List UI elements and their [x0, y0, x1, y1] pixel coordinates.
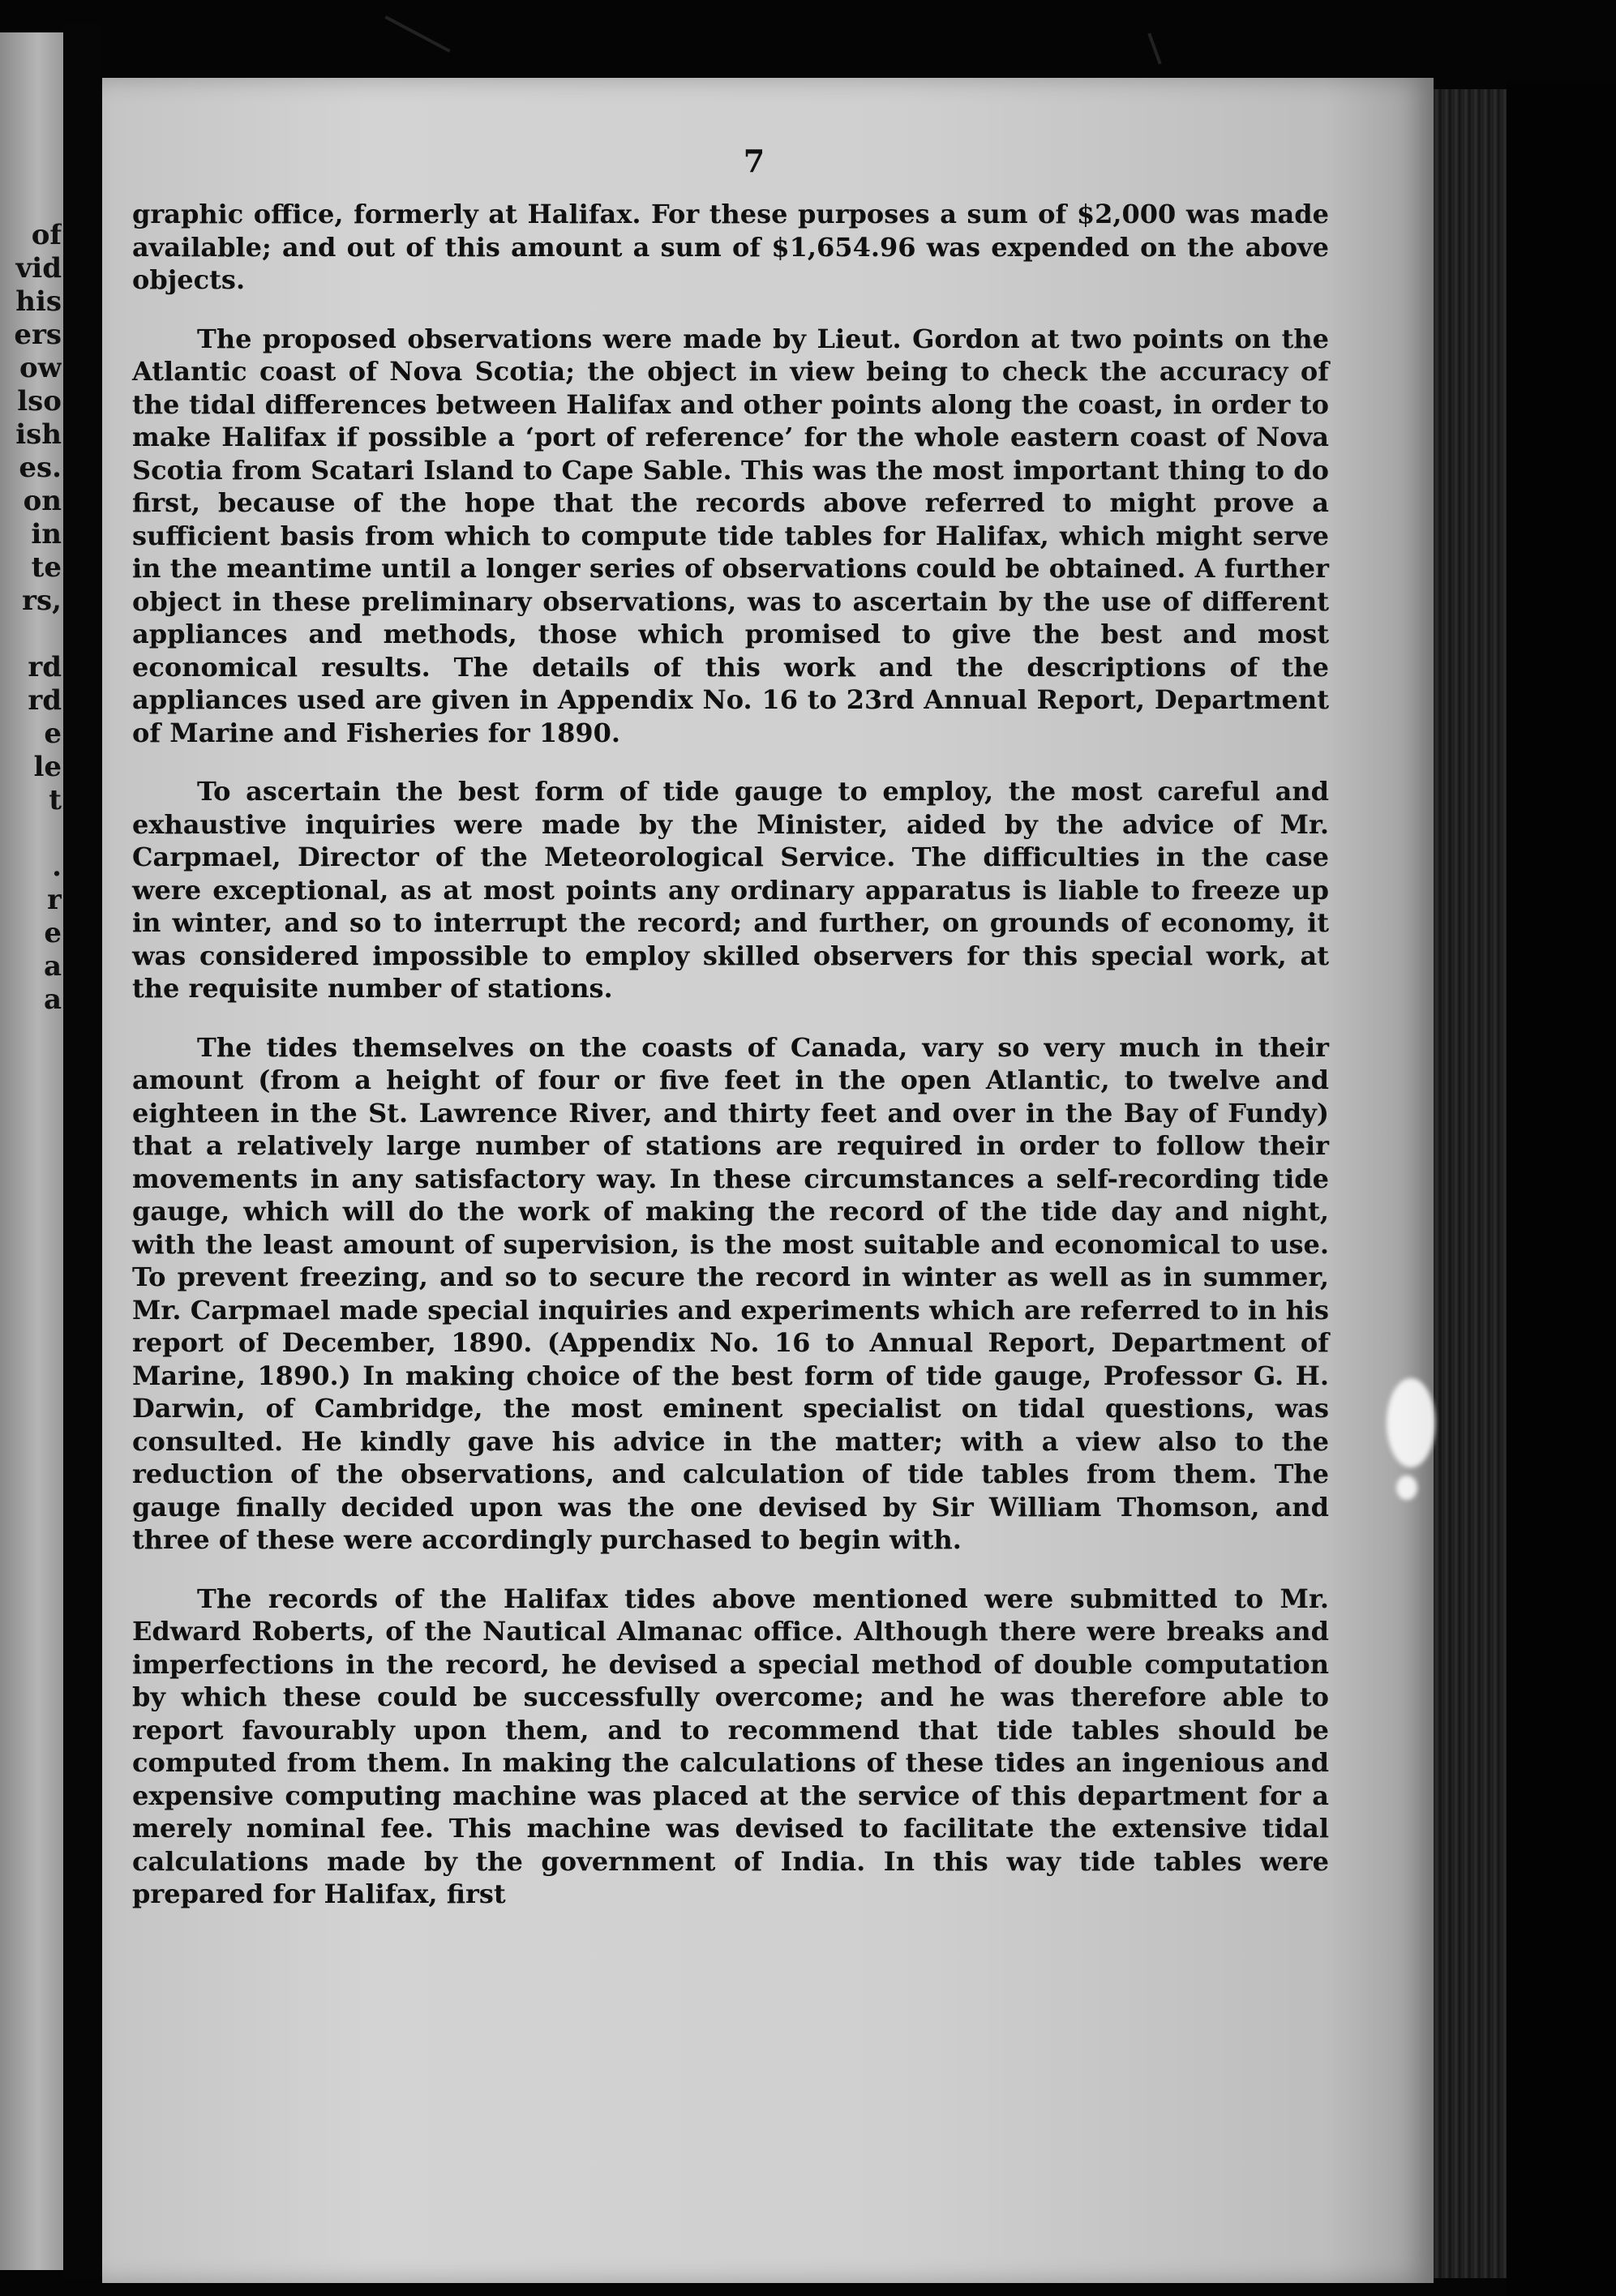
body-text — [132, 198, 1329, 1937]
facing-fragment: es. — [19, 452, 62, 484]
paragraph: The tides themselves on the coasts of Canada, vary so very much in their amount (from a height of four or five feet in the open Atlantic, to twelve and eighteen in the St. Lawrence River, and thirty feet and over in the Bay of Fundy) that a relatively large number of stations are required in order to follow their movements in any satisfactory way. In these circumstances a self-recording tide gauge, which will do the work of making the record of the tide day and night, with the least amount of supervision, is the most suitable and economical to use. To prevent freezing, and so to secure the record in winter as well as in summer, Mr. Carpmael made special inquiries and experiments which are referred to in his report of December, 1890. (Appendix No. 16 to Annual Report, Department of Marine, 1890.) In making choice of the best form of tide gauge, Professor G. H. Darwin, of Cambridge, the most eminent specialist on tidal questions, was consulted. He kindly gave his advice in the matter; with a view also to the reduction of the observations, and calculation of tide tables from them. The gauge finally decided upon was the one devised by Sir William Thomson, and three of these were accordingly purchased to begin with. — [132, 1031, 1329, 1555]
facing-fragment: r — [47, 884, 62, 916]
facing-fragment: lso — [17, 385, 62, 418]
book-gutter — [63, 24, 102, 2278]
facing-fragment: a — [43, 950, 62, 983]
facing-fragment: le — [33, 751, 62, 783]
facing-fragment: ow — [19, 352, 62, 384]
scan-artifact — [384, 15, 450, 53]
paragraph: The proposed observations were made by Lieut. Gordon at two points on the Atlantic coast of Nova Scotia; the object in view being to check the accuracy of the tidal differences between Halifax and other points along the coast, in order to make Halifax if possible a ‘port of reference’ for the whole eastern coast of Nova Scotia from Scatari Island to Cape Sable. This was the most important thing to do first, because of the hope that the records above referred to might prove a sufficient basis from which to compute tide tables for Halifax, which might serve in the meantime until a longer series of observations could be obtained. A further object in these preliminary observations, was to ascertain by the use of different appliances and methods, those which promised to give the best and most economical results. The details of this work and the descriptions of the appliances used are given in Appendix No. 16 to 23rd Annual Report, Department of Marine and Fisheries for 1890. — [132, 323, 1329, 748]
facing-fragment: t — [49, 784, 62, 816]
paragraph: graphic office, formerly at Halifax. For these purposes a sum of $2,000 was made available; and out of this amount a sum of $1,654.96 was expended on the above objects. — [132, 199, 1329, 295]
scan-background — [1507, 81, 1616, 2296]
facing-page-text — [6, 219, 62, 1017]
facing-fragment: vid — [15, 252, 62, 285]
facing-fragment: . — [52, 850, 62, 883]
facing-fragment: of — [31, 219, 62, 251]
facing-fragment: rd — [28, 684, 62, 717]
facing-fragment — [6, 817, 62, 850]
paper-blemish — [1396, 1476, 1417, 1500]
facing-fragment: rs, — [22, 585, 62, 617]
facing-fragment: e — [44, 718, 62, 750]
facing-fragment: his — [15, 285, 62, 318]
paragraph: The records of the Halifax tides above mentioned were submitted to Mr. Edward Roberts, of the Nautical Almanac office. Although there were breaks and imperfections in the record, he devised a special method of double computation by which these could be successfully overcome; and he was therefore able to report favourably upon them, and to recommend that tide tables should be computed from them. In making the calculations of these tides an ingenious and expensive computing machine was placed at the service of this department for a merely nominal fee. This machine was devised to facilitate the extensive tidal calculations made by the government of India. In this way tide tables were prepared for Halifax, first — [132, 1583, 1329, 1909]
facing-page — [0, 32, 63, 2270]
facing-fragment: ers — [14, 319, 62, 351]
page-number: 7 — [743, 143, 765, 179]
facing-fragment: rd — [28, 651, 62, 683]
facing-fragment: in — [31, 518, 62, 550]
facing-fragment: e — [44, 917, 62, 949]
facing-fragment — [6, 618, 62, 651]
paper-blemish — [1387, 1378, 1435, 1467]
facing-fragment: on — [23, 485, 62, 517]
paragraph: To ascertain the best form of tide gauge to employ, the most careful and exhaustive inquiries were made by the Minister, aided by the advice of Mr. Carpmael, Director of the Meteorological Service. The difficulties in the case were exceptional, as at most points any ordinary apparatus is liable to freeze up in winter, and so to interrupt the record; and further, on grounds of economy, it was considered impossible to employ skilled observers for this special work, at the requisite number of stations. — [132, 776, 1329, 1004]
scan-artifact — [1147, 33, 1161, 65]
page-block-edge — [1434, 89, 1507, 2278]
facing-fragment: a — [43, 983, 62, 1016]
facing-fragment: ish — [15, 418, 62, 451]
facing-fragment: te — [31, 551, 62, 584]
